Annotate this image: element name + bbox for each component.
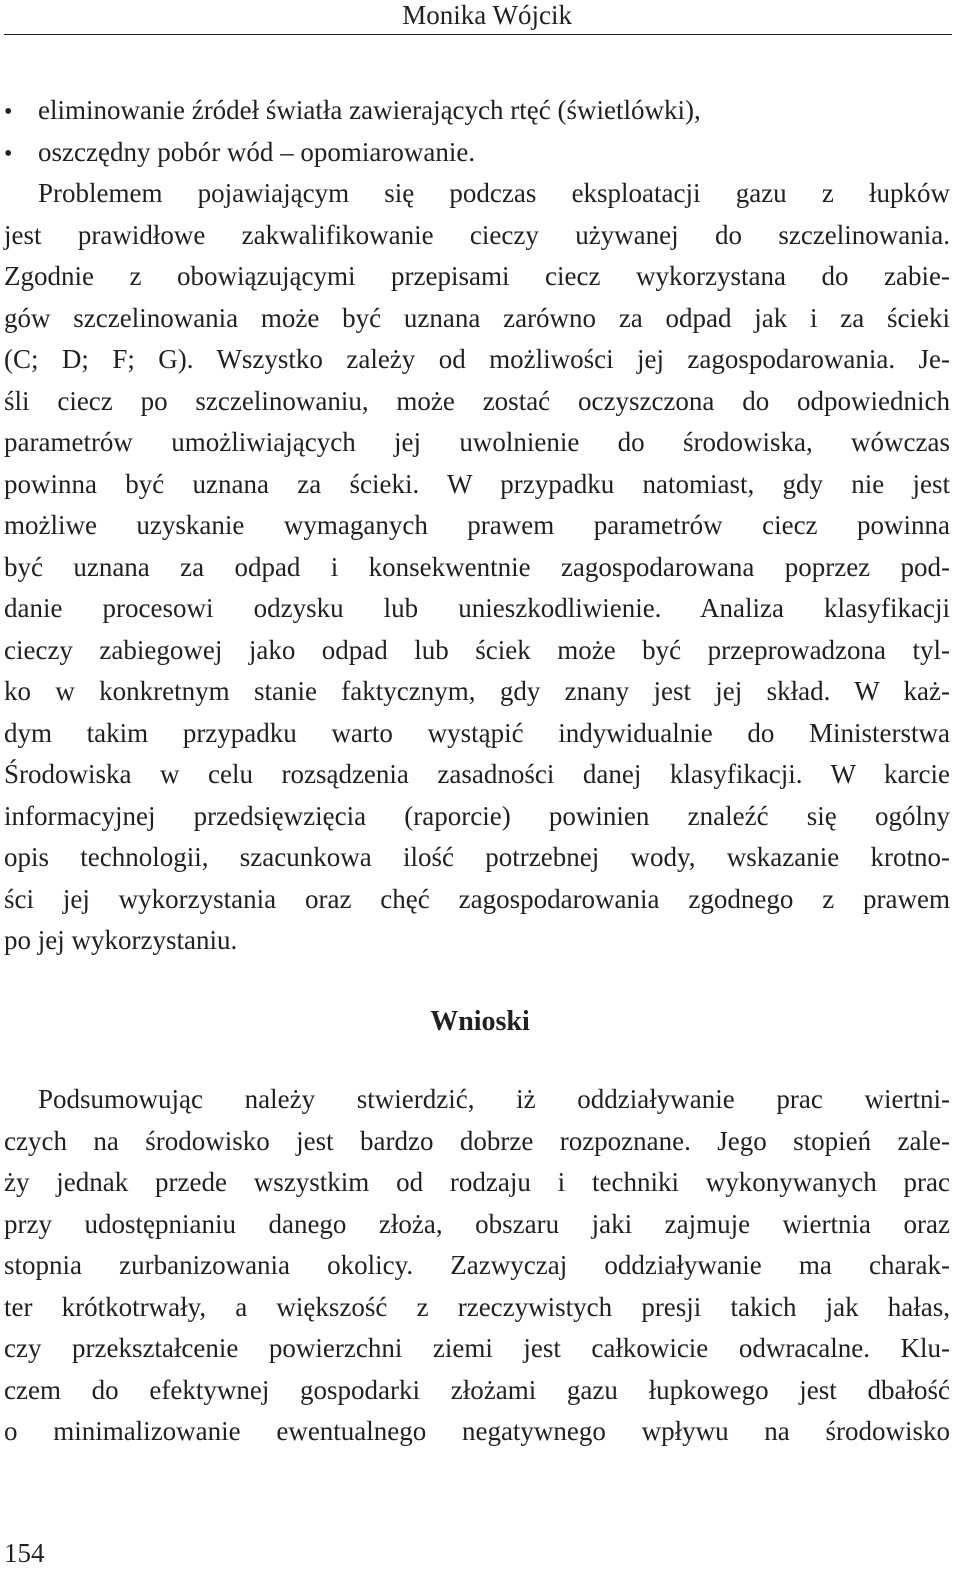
text-line: ko w konkretnym stanie faktycznym, gdy znany jest jej skład. W każ- bbox=[4, 676, 950, 706]
bullet-list bbox=[4, 90, 950, 173]
bullet-item bbox=[4, 132, 950, 174]
text-line: informacyjnej przedsięwzięcia (raporcie) powinien znaleźć się ogólny bbox=[4, 800, 950, 831]
text-line: po jej wykorzystaniu. bbox=[4, 925, 238, 955]
text-line: Problemem pojawiającym się podczas eksploatacji gazu z łupków bbox=[38, 178, 950, 208]
section-heading: Wnioski bbox=[430, 1006, 530, 1037]
text-line: być uznana za odpad i konsekwentnie zagospodarowana poprzez pod- bbox=[4, 551, 950, 582]
bullet-icon: • bbox=[4, 99, 13, 125]
text-line: gów szczelinowania może być uznana zarówno za odpad jak i za ścieki bbox=[4, 302, 950, 333]
header-rule bbox=[4, 34, 952, 35]
running-head bbox=[0, 0, 960, 34]
text-line: ży jednak przede wszystkim od rodzaju i techniki wykonywanych prac bbox=[4, 1167, 950, 1197]
text-line: parametrów umożliwiających jej uwolnienie do środowiska, wówczas bbox=[4, 427, 950, 457]
text-line: jest prawidłowe zakwalifikowanie cieczy używanej do szczelinowania. bbox=[4, 219, 950, 250]
text-line: danie procesowi odzysku lub unieszkodliwienie. Analiza klasyfikacji bbox=[4, 593, 950, 623]
text-line: czych na środowisko jest bardzo dobrze rozpoznane. Jego stopień zale- bbox=[4, 1125, 950, 1156]
bullet-item bbox=[4, 90, 950, 132]
paragraph-1 bbox=[4, 173, 950, 962]
text-line: (C; D; F; G). Wszystko zależy od możliwości jej zagospodarowania. Je- bbox=[4, 344, 950, 374]
text-line: czy przekształcenie powierzchni ziemi jest całkowicie odwracalne. Klu- bbox=[4, 1333, 950, 1363]
text-line: ter krótkotrwały, a większość z rzeczywistych presji takich jak hałas, bbox=[4, 1291, 950, 1322]
text-line: powinna być uznana za ścieki. W przypadku natomiast, gdy nie jest bbox=[4, 468, 950, 499]
bullet-text: eliminowanie źródeł światła zawierających rtęć (świetlówki), bbox=[38, 95, 701, 125]
text-line: cieczy zabiegowej jako odpad lub ściek może być przeprowadzona tyl- bbox=[4, 634, 950, 665]
text-line: Podsumowując należy stwierdzić, iż oddziaływanie prac wiertni- bbox=[38, 1084, 950, 1114]
paragraph-2 bbox=[4, 1079, 950, 1453]
text-line: stopnia zurbanizowania okolicy. Zazwyczaj oddziaływanie ma charak- bbox=[4, 1250, 950, 1280]
text-line: Środowiska w celu rozsądzenia zasadności danej klasyfikacji. W karcie bbox=[4, 759, 950, 789]
text-line: przy udostępnianiu danego złoża, obszaru jaki zajmuje wiertnia oraz bbox=[4, 1208, 950, 1239]
bullet-icon: • bbox=[4, 140, 13, 167]
running-head-author: Monika Wójcik bbox=[402, 0, 572, 30]
text-line: o minimalizowanie ewentualnego negatywnego wpływu na środowisko bbox=[4, 1416, 950, 1446]
text-line: możliwe uzyskanie wymaganych prawem parametrów ciecz powinna bbox=[4, 510, 950, 540]
text-line: Zgodnie z obowiązującymi przepisami ciecz wykorzystana do zabie- bbox=[4, 261, 950, 291]
text-line: czem do efektywnej gospodarki złożami gazu łupkowego jest dbałość bbox=[4, 1374, 950, 1405]
text-line: opis technologii, szacunkowa ilość potrzebnej wody, wskazanie krotno- bbox=[4, 842, 950, 872]
text-line: ści jej wykorzystania oraz chęć zagospodarowania zgodnego z prawem bbox=[4, 883, 950, 914]
page-number: 154 bbox=[4, 1538, 45, 1568]
text-line: śli ciecz po szczelinowaniu, może zostać oczyszczona do odpowiednich bbox=[4, 385, 950, 416]
bullet-text: oszczędny pobór wód – opomiarowanie. bbox=[38, 136, 476, 167]
text-line: dym takim przypadku warto wystąpić indywidualnie do Ministerstwa bbox=[4, 717, 950, 748]
